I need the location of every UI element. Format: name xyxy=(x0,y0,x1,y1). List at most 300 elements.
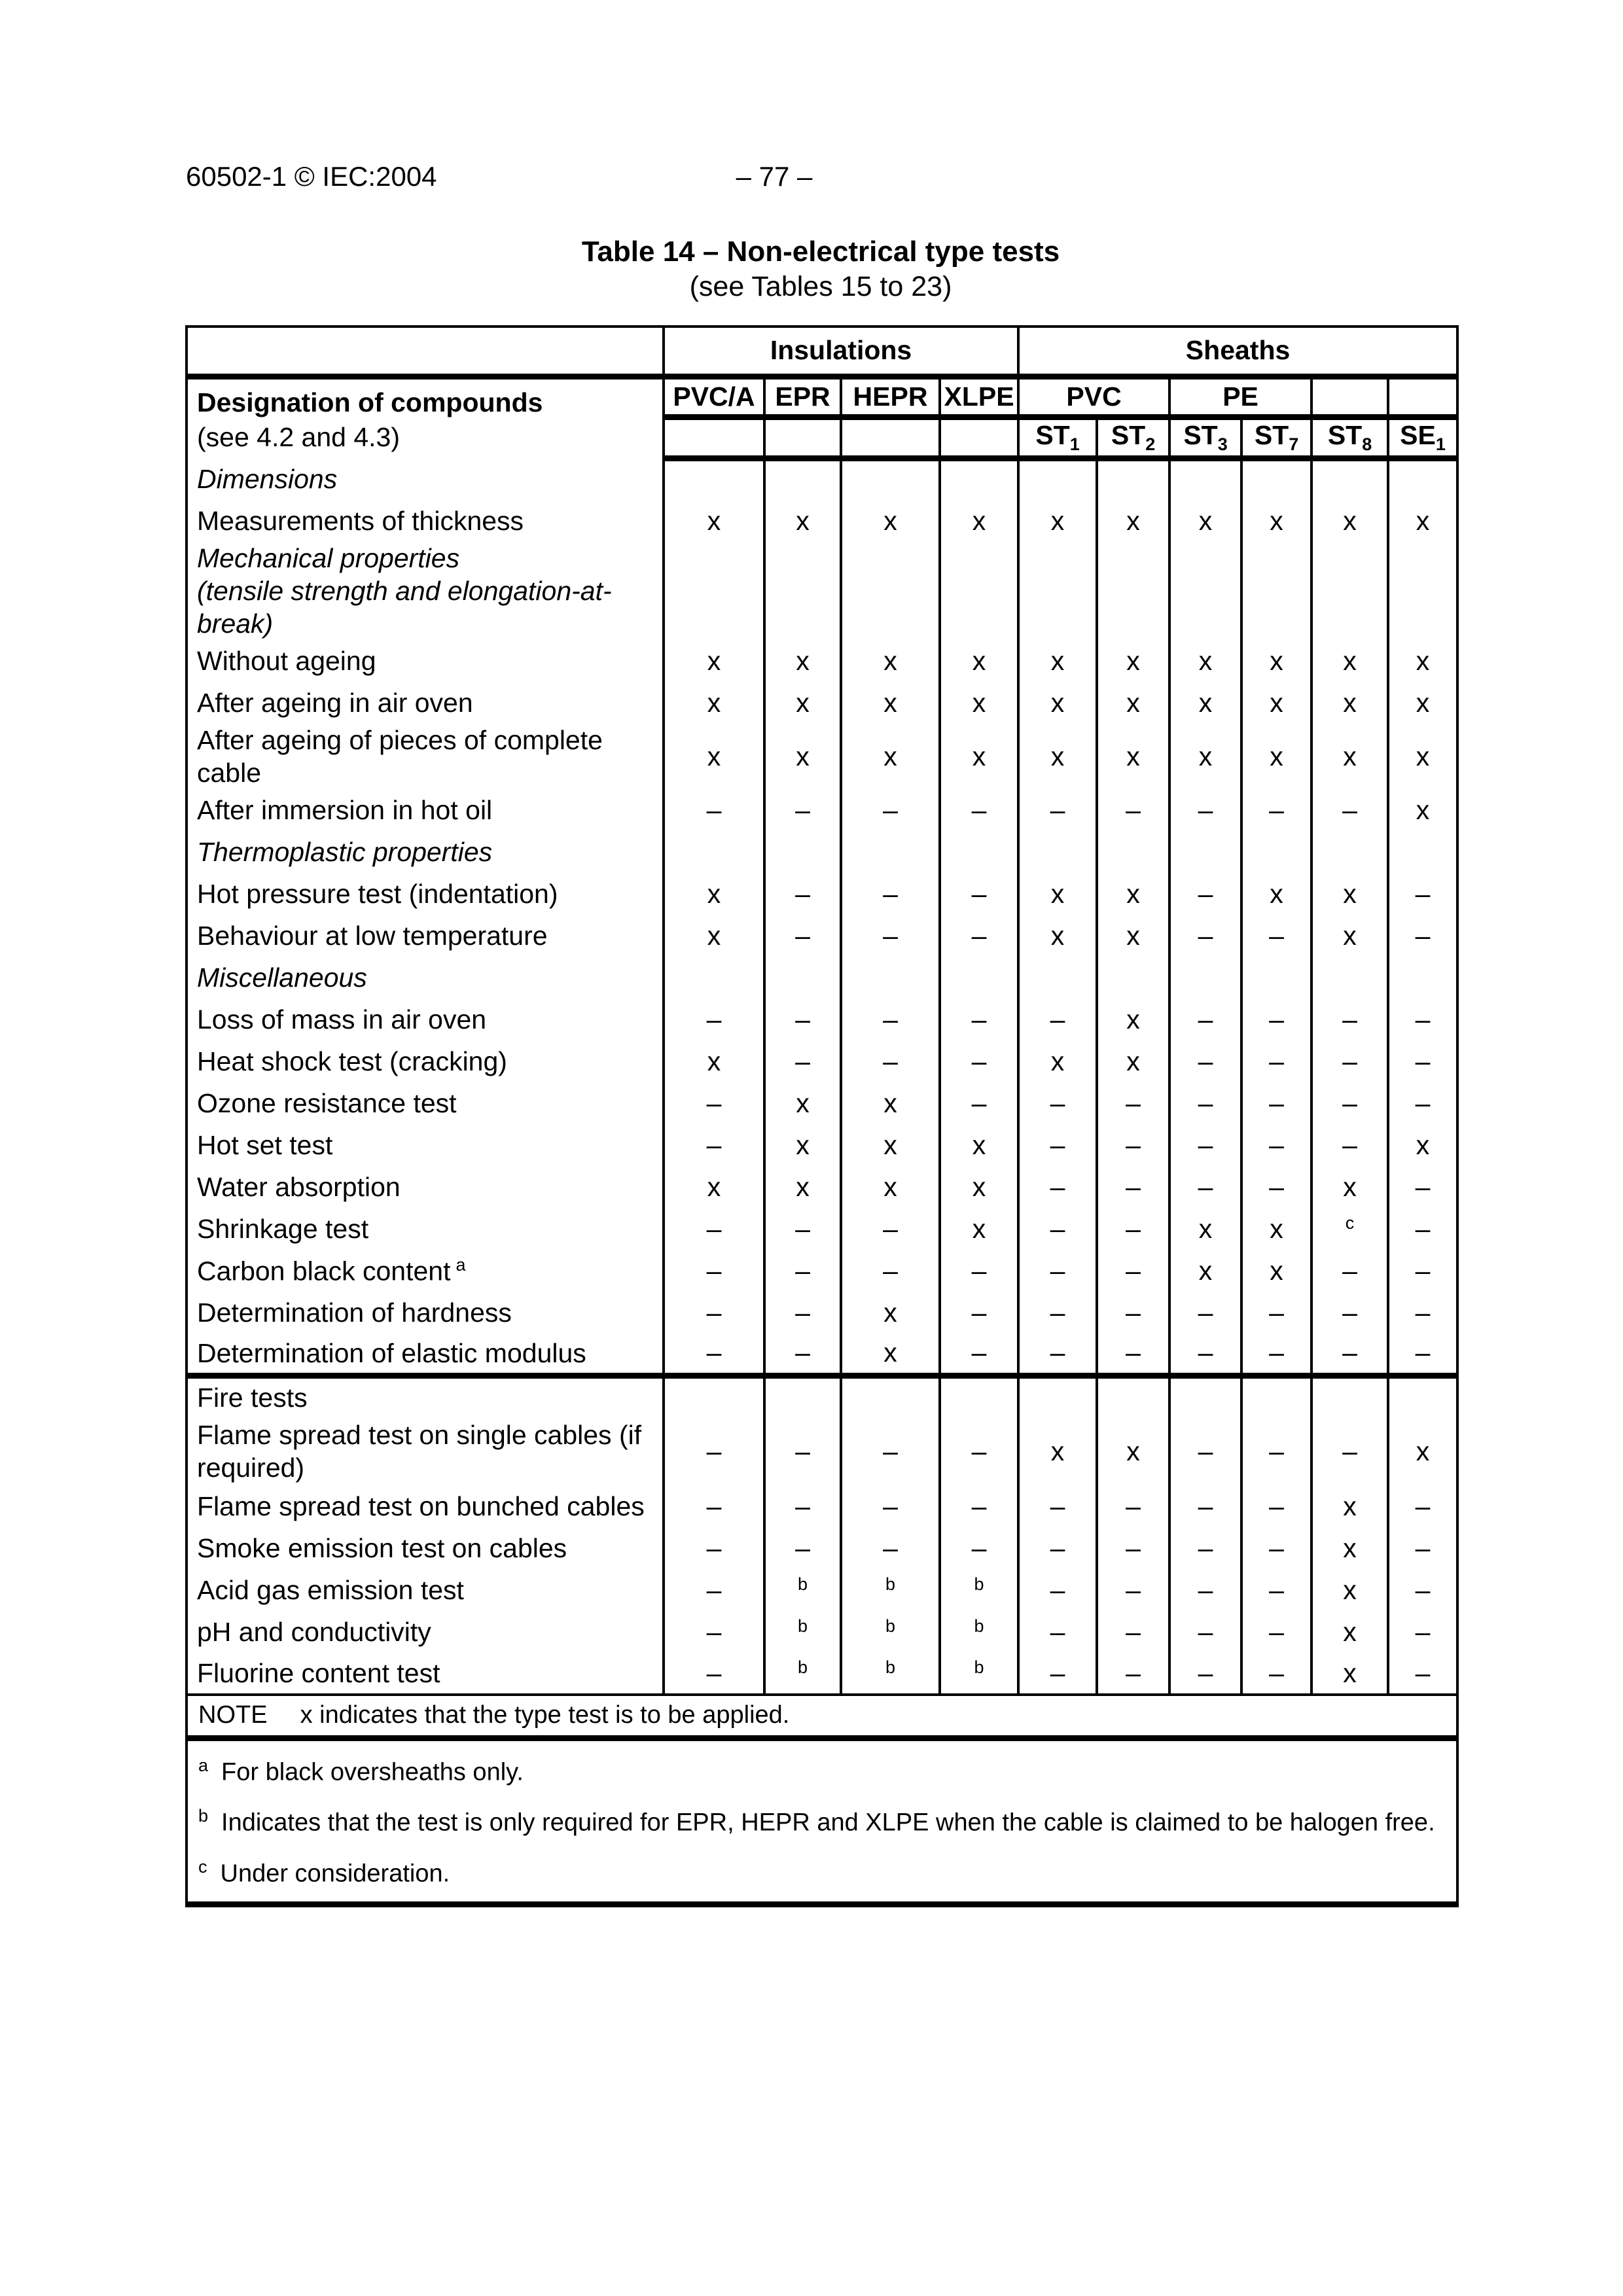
mark-cell: x xyxy=(841,1082,940,1124)
mark-cell xyxy=(841,831,940,873)
mark-cell: x xyxy=(1311,1527,1388,1569)
row-label: Water absorption xyxy=(187,1166,664,1208)
mark-cell: – xyxy=(1097,1208,1169,1250)
mark-cell xyxy=(764,1375,841,1417)
mark-cell: x xyxy=(1097,500,1169,542)
mark-cell: x xyxy=(1388,682,1457,724)
mark-cell: c xyxy=(1311,1208,1388,1250)
row-label: Carbon black content $^a$ xyxy=(187,1250,664,1292)
mark-cell: – xyxy=(841,998,940,1040)
mark-cell xyxy=(841,957,940,998)
mark-cell: – xyxy=(664,1417,764,1485)
col-header-hepr: HEPR xyxy=(841,376,940,417)
mark-cell xyxy=(1388,542,1457,640)
test-row xyxy=(187,1611,1457,1653)
empty-subheader-cell xyxy=(764,417,841,458)
mark-cell: – xyxy=(764,1208,841,1250)
document-reference: 60502-1 © IEC:2004 xyxy=(186,161,437,192)
test-row xyxy=(187,1250,1457,1292)
mark-cell: – xyxy=(1097,1485,1169,1527)
mark-cell: x xyxy=(1241,682,1311,724)
test-row xyxy=(187,998,1457,1040)
row-label: Dimensions xyxy=(187,458,664,500)
mark-cell: x xyxy=(841,724,940,789)
mark-cell: – xyxy=(1388,1653,1457,1695)
empty-header-cell-se1 xyxy=(1388,376,1457,417)
mark-cell: – xyxy=(764,873,841,915)
mark-cell: – xyxy=(1241,1527,1311,1569)
mark-cell xyxy=(664,1375,764,1417)
mark-cell: x xyxy=(1241,500,1311,542)
mark-cell xyxy=(1018,957,1097,998)
mark-cell: x xyxy=(1097,682,1169,724)
mark-cell xyxy=(1169,957,1241,998)
mark-cell: – xyxy=(764,1485,841,1527)
mark-cell xyxy=(1311,1375,1388,1417)
row-label: Measurements of thickness xyxy=(187,500,664,542)
mark-cell: x xyxy=(664,500,764,542)
mark-cell: b xyxy=(841,1611,940,1653)
mark-cell: – xyxy=(1169,1485,1241,1527)
mark-cell: x xyxy=(1311,1611,1388,1653)
mark-cell: x xyxy=(1388,640,1457,682)
mark-cell: x xyxy=(1097,724,1169,789)
mark-cell: x xyxy=(664,1166,764,1208)
mark-cell: – xyxy=(764,1527,841,1569)
row-label: Flame spread test on single cables (if required) xyxy=(187,1417,664,1485)
mark-cell xyxy=(1241,1375,1311,1417)
row-label: After immersion in hot oil xyxy=(187,789,664,831)
mark-cell: – xyxy=(1097,1653,1169,1695)
mark-cell: – xyxy=(1097,1527,1169,1569)
mark-cell: – xyxy=(1311,1417,1388,1485)
mark-cell: x xyxy=(841,1124,940,1166)
mark-cell: – xyxy=(841,915,940,957)
mark-cell: b xyxy=(940,1653,1018,1695)
page-number: – 77 – xyxy=(736,161,813,192)
section-row xyxy=(187,458,1457,500)
footnotes-cell xyxy=(187,1738,1457,1904)
note-row xyxy=(187,1695,1457,1738)
mark-cell: – xyxy=(1388,873,1457,915)
mark-cell: x xyxy=(940,724,1018,789)
mark-cell: x xyxy=(940,682,1018,724)
mark-cell xyxy=(764,957,841,998)
section-row xyxy=(187,542,1457,640)
mark-cell xyxy=(1388,1375,1457,1417)
mark-cell: – xyxy=(1018,1082,1097,1124)
mark-cell: – xyxy=(764,1333,841,1375)
mark-cell: – xyxy=(764,1417,841,1485)
mark-cell: – xyxy=(764,915,841,957)
mark-cell: – xyxy=(1097,1292,1169,1333)
row-label: Fluorine content test xyxy=(187,1653,664,1695)
row-label: Without ageing xyxy=(187,640,664,682)
row-label: Smoke emission test on cables xyxy=(187,1527,664,1569)
test-row xyxy=(187,1040,1457,1082)
mark-cell: – xyxy=(940,1292,1018,1333)
mark-cell: – xyxy=(940,915,1018,957)
mark-cell: – xyxy=(1169,1653,1241,1695)
mark-cell: – xyxy=(1388,1040,1457,1082)
mark-cell: – xyxy=(1388,1292,1457,1333)
test-row xyxy=(187,789,1457,831)
mark-cell: x xyxy=(1018,873,1097,915)
mark-cell: x xyxy=(841,640,940,682)
footnotes-row xyxy=(187,1738,1457,1904)
section-row xyxy=(187,831,1457,873)
mark-cell: b xyxy=(764,1653,841,1695)
mark-cell: x xyxy=(1097,1417,1169,1485)
mark-cell: – xyxy=(841,789,940,831)
empty-corner-cell xyxy=(187,327,664,376)
mark-cell: – xyxy=(940,998,1018,1040)
designation-sublabel: (see 4.2 and 4.3) xyxy=(197,421,400,452)
mark-cell: x xyxy=(1169,724,1241,789)
mark-cell: – xyxy=(1018,1292,1097,1333)
mark-cell xyxy=(764,458,841,500)
mark-cell: – xyxy=(1018,1485,1097,1527)
mark-cell: b xyxy=(841,1569,940,1611)
mark-cell: – xyxy=(940,1417,1018,1485)
mark-cell: – xyxy=(1241,1569,1311,1611)
mark-cell xyxy=(1018,831,1097,873)
note-cell xyxy=(187,1695,1457,1738)
mark-cell: – xyxy=(1169,1527,1241,1569)
col-group-insulations: Insulations xyxy=(664,327,1018,376)
mark-cell: – xyxy=(940,1040,1018,1082)
mark-cell: x xyxy=(1241,1250,1311,1292)
row-label: After ageing in air oven xyxy=(187,682,664,724)
mark-cell: – xyxy=(841,1250,940,1292)
mark-cell: – xyxy=(1018,1569,1097,1611)
test-row xyxy=(187,1208,1457,1250)
mark-cell: x xyxy=(1311,682,1388,724)
mark-cell xyxy=(1388,957,1457,998)
mark-cell: – xyxy=(1169,915,1241,957)
mark-cell: – xyxy=(1311,1250,1388,1292)
section-row xyxy=(187,957,1457,998)
mark-cell xyxy=(940,542,1018,640)
mark-cell: – xyxy=(1097,789,1169,831)
mark-cell: x xyxy=(1388,500,1457,542)
mark-cell: – xyxy=(1241,1040,1311,1082)
mark-cell: – xyxy=(1388,1208,1457,1250)
test-row xyxy=(187,724,1457,789)
mark-cell xyxy=(764,831,841,873)
test-row xyxy=(187,873,1457,915)
mark-cell: – xyxy=(1018,1611,1097,1653)
mark-cell xyxy=(1169,458,1241,500)
mark-cell: x xyxy=(1311,1166,1388,1208)
mark-cell: x xyxy=(1241,1208,1311,1250)
mark-cell: b xyxy=(764,1569,841,1611)
designation-label: Designation of compounds xyxy=(197,387,543,417)
mark-cell: x xyxy=(1097,640,1169,682)
col-group-pvc: PVC xyxy=(1018,376,1169,417)
mark-cell xyxy=(664,542,764,640)
type-tests-table xyxy=(185,325,1459,1907)
mark-cell: b xyxy=(764,1611,841,1653)
mark-cell: – xyxy=(841,873,940,915)
mark-cell: x xyxy=(940,500,1018,542)
mark-cell: b xyxy=(841,1653,940,1695)
col-header-pvca: PVC/A xyxy=(664,376,764,417)
mark-cell: – xyxy=(1388,1485,1457,1527)
col-header-st3: $ST_3$ xyxy=(1169,417,1241,458)
mark-cell: – xyxy=(764,789,841,831)
mark-cell xyxy=(1388,458,1457,500)
col-header-st7: $ST_7$ xyxy=(1241,417,1311,458)
mark-cell: x xyxy=(1388,1124,1457,1166)
mark-cell xyxy=(1018,1375,1097,1417)
mark-cell: – xyxy=(1097,1124,1169,1166)
mark-cell: – xyxy=(841,1527,940,1569)
mark-cell: x xyxy=(1018,682,1097,724)
mark-cell xyxy=(1241,831,1311,873)
mark-cell xyxy=(1311,831,1388,873)
mark-cell: x xyxy=(664,640,764,682)
mark-cell: – xyxy=(1388,1611,1457,1653)
mark-cell: – xyxy=(1241,789,1311,831)
mark-cell: – xyxy=(1169,1333,1241,1375)
mark-cell: – xyxy=(940,1250,1018,1292)
mark-cell: – xyxy=(1018,1333,1097,1375)
test-row xyxy=(187,1653,1457,1695)
mark-cell: x xyxy=(940,640,1018,682)
row-label: Hot pressure test (indentation) xyxy=(187,873,664,915)
row-label: Acid gas emission test xyxy=(187,1569,664,1611)
mark-cell: x xyxy=(1169,1250,1241,1292)
mark-cell xyxy=(664,458,764,500)
col-header-st1: $ST_1$ xyxy=(1018,417,1097,458)
mark-cell: x xyxy=(1018,724,1097,789)
mark-cell: – xyxy=(1097,1611,1169,1653)
test-row xyxy=(187,500,1457,542)
mark-cell: – xyxy=(1169,1611,1241,1653)
mark-cell: – xyxy=(1097,1166,1169,1208)
mark-cell: – xyxy=(664,1569,764,1611)
mark-cell: – xyxy=(1018,1124,1097,1166)
mark-cell: x xyxy=(764,640,841,682)
mark-cell: – xyxy=(664,1292,764,1333)
mark-cell: x xyxy=(1241,873,1311,915)
mark-cell xyxy=(1311,542,1388,640)
mark-cell: x xyxy=(764,500,841,542)
mark-cell: x xyxy=(1311,1485,1388,1527)
mark-cell: x xyxy=(664,915,764,957)
mark-cell: x xyxy=(1311,640,1388,682)
mark-cell: – xyxy=(841,1485,940,1527)
mark-cell: x xyxy=(841,1292,940,1333)
mark-cell: b xyxy=(940,1569,1018,1611)
mark-cell: x xyxy=(1097,873,1169,915)
row-label: Fire tests xyxy=(187,1375,664,1417)
mark-cell: – xyxy=(1311,1292,1388,1333)
test-row xyxy=(187,640,1457,682)
row-label: Shrinkage test xyxy=(187,1208,664,1250)
mark-cell: – xyxy=(1311,1040,1388,1082)
mark-cell: – xyxy=(664,1653,764,1695)
mark-cell: – xyxy=(664,1333,764,1375)
mark-cell: – xyxy=(764,998,841,1040)
test-row xyxy=(187,682,1457,724)
mark-cell: x xyxy=(1169,500,1241,542)
mark-cell: – xyxy=(1241,1124,1311,1166)
mark-cell: x xyxy=(1018,500,1097,542)
mark-cell xyxy=(1311,957,1388,998)
mark-cell: – xyxy=(940,1333,1018,1375)
mark-cell: x xyxy=(1097,1040,1169,1082)
mark-cell: – xyxy=(664,789,764,831)
mark-cell: – xyxy=(1169,1292,1241,1333)
mark-cell: x xyxy=(1018,1417,1097,1485)
mark-cell: – xyxy=(1241,1333,1311,1375)
mark-cell: x xyxy=(664,1040,764,1082)
mark-cell: – xyxy=(940,1527,1018,1569)
mark-cell: – xyxy=(1018,998,1097,1040)
mark-cell: – xyxy=(940,1082,1018,1124)
mark-cell: – xyxy=(1018,1527,1097,1569)
row-label: Loss of mass in air oven xyxy=(187,998,664,1040)
table-title: Table 14 – Non-electrical type tests xyxy=(581,236,1060,268)
mark-cell xyxy=(664,957,764,998)
footnote-c: $^c$ Under consideration. xyxy=(198,1856,450,1888)
mark-cell: – xyxy=(1388,1527,1457,1569)
designation-header-cell xyxy=(187,376,664,458)
mark-cell: – xyxy=(1169,789,1241,831)
test-row xyxy=(187,915,1457,957)
mark-cell: – xyxy=(1018,1653,1097,1695)
mark-cell: – xyxy=(1388,1333,1457,1375)
mark-cell: – xyxy=(1388,1250,1457,1292)
row-label: Determination of elastic modulus xyxy=(187,1333,664,1375)
test-row xyxy=(187,1417,1457,1485)
mark-cell xyxy=(1241,957,1311,998)
mark-cell: x xyxy=(1388,1417,1457,1485)
mark-cell: – xyxy=(1097,1333,1169,1375)
table-subtitle: (see Tables 15 to 23) xyxy=(689,271,952,302)
mark-cell: x xyxy=(1097,915,1169,957)
mark-cell: – xyxy=(764,1292,841,1333)
mark-cell: x xyxy=(1097,998,1169,1040)
col-header-st2: $ST_2$ xyxy=(1097,417,1169,458)
row-label: pH and conductivity xyxy=(187,1611,664,1653)
mark-cell: x xyxy=(1388,724,1457,789)
mark-cell: – xyxy=(1241,998,1311,1040)
test-row xyxy=(187,1082,1457,1124)
col-header-st8: $ST_8$ xyxy=(1311,417,1388,458)
header-row-groups xyxy=(187,327,1457,376)
mark-cell: – xyxy=(1311,1124,1388,1166)
mark-cell: – xyxy=(1018,1250,1097,1292)
mark-cell xyxy=(1097,542,1169,640)
mark-cell: – xyxy=(1241,1417,1311,1485)
mark-cell xyxy=(1241,542,1311,640)
row-label: Flame spread test on bunched cables xyxy=(187,1485,664,1527)
mark-cell: – xyxy=(1241,1166,1311,1208)
test-row xyxy=(187,1292,1457,1333)
mark-cell: – xyxy=(764,1040,841,1082)
empty-header-cell-st8 xyxy=(1311,376,1388,417)
mark-cell xyxy=(664,831,764,873)
mark-cell: – xyxy=(1388,998,1457,1040)
col-group-pe: PE xyxy=(1169,376,1311,417)
mark-cell: – xyxy=(1241,1611,1311,1653)
note-label: NOTE xyxy=(198,1701,268,1729)
mark-cell: x xyxy=(940,1124,1018,1166)
mark-cell: – xyxy=(1018,1166,1097,1208)
mark-cell: – xyxy=(664,1082,764,1124)
mark-cell: x xyxy=(1018,1040,1097,1082)
row-label: Determination of hardness xyxy=(187,1292,664,1333)
mark-cell: x xyxy=(1311,873,1388,915)
mark-cell: – xyxy=(1241,1653,1311,1695)
mark-cell: – xyxy=(1311,1082,1388,1124)
row-label: Ozone resistance test xyxy=(187,1082,664,1124)
mark-cell: – xyxy=(841,1208,940,1250)
mark-cell: – xyxy=(1097,1250,1169,1292)
mark-cell xyxy=(1169,1375,1241,1417)
mark-cell: – xyxy=(664,1124,764,1166)
row-label: Thermoplastic properties xyxy=(187,831,664,873)
mark-cell: x xyxy=(940,1208,1018,1250)
mark-cell: – xyxy=(664,1611,764,1653)
mark-cell xyxy=(1097,957,1169,998)
mark-cell xyxy=(764,542,841,640)
row-label: Mechanical properties (tensile strength and elongation-at-break) xyxy=(187,542,664,640)
mark-cell: – xyxy=(1169,1082,1241,1124)
mark-cell xyxy=(1018,542,1097,640)
header-row-materials xyxy=(187,376,1457,417)
mark-cell xyxy=(841,1375,940,1417)
mark-cell xyxy=(1241,458,1311,500)
mark-cell xyxy=(940,1375,1018,1417)
row-label: Hot set test xyxy=(187,1124,664,1166)
mark-cell: – xyxy=(940,789,1018,831)
mark-cell: – xyxy=(841,1417,940,1485)
mark-cell: – xyxy=(1388,1166,1457,1208)
mark-cell: – xyxy=(664,998,764,1040)
mark-cell: – xyxy=(841,1040,940,1082)
mark-cell xyxy=(940,831,1018,873)
row-label: Miscellaneous xyxy=(187,957,664,998)
mark-cell: x xyxy=(664,682,764,724)
mark-cell xyxy=(1097,1375,1169,1417)
mark-cell xyxy=(1388,831,1457,873)
mark-cell: x xyxy=(764,1124,841,1166)
mark-cell: – xyxy=(1388,1082,1457,1124)
mark-cell: – xyxy=(1097,1569,1169,1611)
col-header-epr: EPR xyxy=(764,376,841,417)
test-row xyxy=(187,1333,1457,1375)
mark-cell: x xyxy=(1169,1208,1241,1250)
mark-cell: – xyxy=(1241,1485,1311,1527)
footnote-b: $^b$ Indicates that the test is only required for EPR, HEPR and XLPE when the cable is claimed to be halogen free. xyxy=(198,1806,1435,1837)
empty-subheader-cell xyxy=(841,417,940,458)
mark-cell: – xyxy=(1241,1082,1311,1124)
mark-cell: – xyxy=(940,1485,1018,1527)
mark-cell: x xyxy=(664,873,764,915)
test-row xyxy=(187,1527,1457,1569)
section-row xyxy=(187,1375,1457,1417)
mark-cell: x xyxy=(1018,640,1097,682)
mark-cell: x xyxy=(764,1166,841,1208)
mark-cell: – xyxy=(1311,1333,1388,1375)
mark-cell: x xyxy=(1169,682,1241,724)
mark-cell: – xyxy=(764,1250,841,1292)
mark-cell: – xyxy=(1241,1292,1311,1333)
